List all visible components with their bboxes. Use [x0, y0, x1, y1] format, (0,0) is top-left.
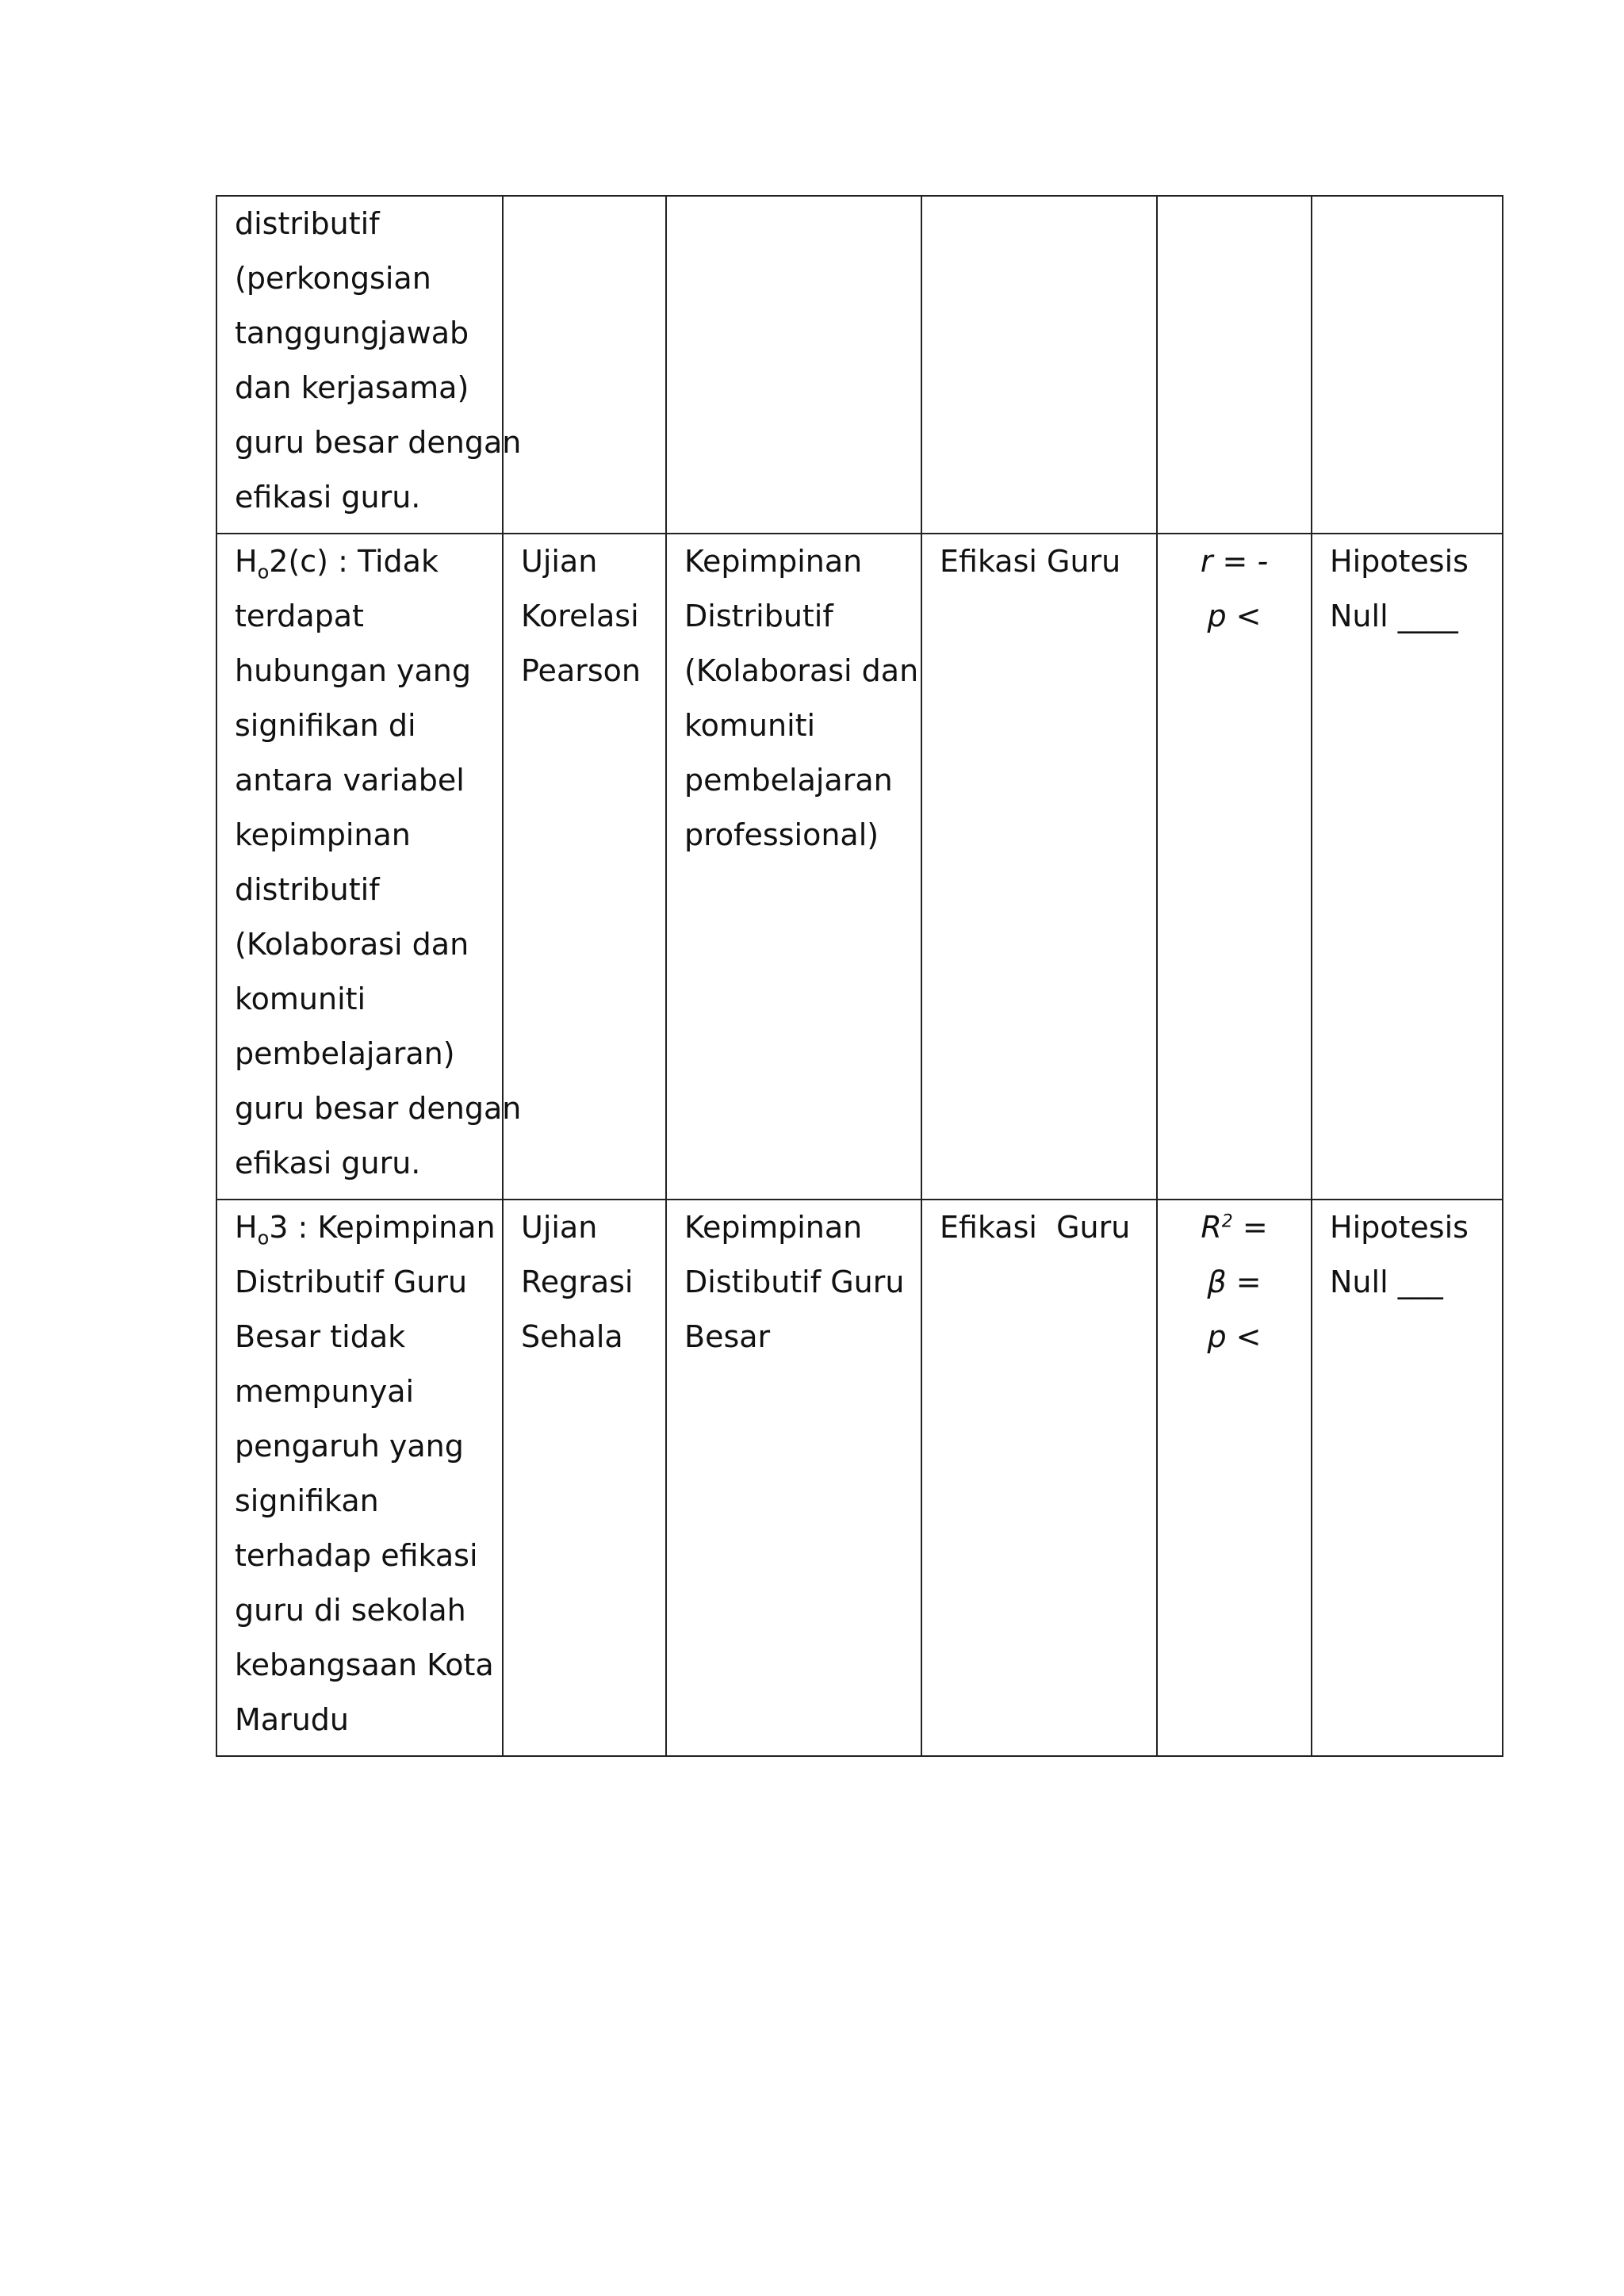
cell-line: Null ____ [1330, 599, 1458, 633]
cell-line: hubungan yang [235, 653, 472, 688]
table-row [216, 1200, 1503, 1756]
cell-line: Distributif [684, 599, 833, 633]
cell-line: Null ___ [1330, 1265, 1443, 1299]
cell-line: antara variabel [235, 763, 465, 798]
cell-line: p < [1207, 599, 1262, 633]
cell-line: komuniti [235, 982, 366, 1016]
cell-line: Efikasi Guru [940, 1210, 1131, 1245]
cell-line: Pearson [521, 653, 641, 688]
cell-line: signifikan [235, 1483, 379, 1518]
cell-line: tanggungjawab [235, 316, 469, 350]
cell-line: mempunyai [235, 1374, 415, 1409]
independent-variable-cell [666, 196, 921, 534]
cell-line: Regrasi [521, 1265, 634, 1299]
cell-line: Besar tidak [235, 1319, 406, 1354]
cell-line: dan kerjasama) [235, 370, 469, 405]
result-cell [1312, 1200, 1503, 1756]
cell-line: Korelasi [521, 599, 639, 633]
cell-line: kepimpinan [235, 817, 411, 852]
hypothesis-cell [216, 196, 522, 534]
cell-line: Kepimpinan [684, 544, 863, 579]
cell-line: professional) [684, 817, 879, 852]
cell-line: (perkongsian [235, 261, 431, 296]
cell-line: (Kolaborasi dan [235, 927, 469, 962]
cell-line: pengaruh yang [235, 1429, 464, 1464]
hypothesis-cell [216, 534, 522, 1200]
cell-line: Sehala [521, 1319, 623, 1354]
cell-line: Ujian [521, 1210, 598, 1245]
cell-line: pembelajaran) [235, 1036, 455, 1071]
cell-line: signifikan di [235, 708, 416, 743]
dependent-variable-cell [921, 1200, 1157, 1756]
dependent-variable-cell [921, 534, 1157, 1200]
result-cell [1312, 534, 1503, 1200]
table-row [216, 534, 1503, 1200]
test-cell [503, 1200, 666, 1756]
statistic-cell [1157, 534, 1312, 1200]
statistic-cell [1157, 1200, 1312, 1756]
cell-line: komuniti [684, 708, 816, 743]
result-cell [1312, 196, 1503, 534]
cell-line: pembelajaran [684, 763, 893, 798]
cell-line: Ujian [521, 544, 598, 579]
cell-line: terhadap efikasi [235, 1538, 478, 1573]
dependent-variable-cell [921, 196, 1157, 534]
independent-variable-cell [666, 534, 921, 1200]
table-row [216, 196, 1503, 534]
hypothesis-table [216, 195, 1503, 1757]
statistic-cell [1157, 196, 1312, 534]
cell-line: β = [1207, 1265, 1262, 1299]
cell-line: (Kolaborasi dan [684, 653, 919, 688]
test-cell [503, 196, 666, 534]
cell-line: Marudu [235, 1702, 349, 1737]
cell-line: $R^2$ = [1201, 1210, 1268, 1245]
cell-line: guru besar dengan [235, 1091, 522, 1126]
cell-line: r = - [1200, 544, 1269, 579]
test-cell [503, 534, 666, 1200]
cell-line: Hipotesis [1330, 544, 1469, 579]
cell-line: distributif [235, 872, 380, 907]
cell-line: p < [1207, 1319, 1262, 1354]
cell-line: guru di sekolah [235, 1593, 466, 1628]
cell-line: kebangsaan Kota [235, 1647, 494, 1682]
hypothesis-cell [216, 1200, 503, 1756]
cell-line: guru besar dengan [235, 425, 522, 460]
cell-line: Besar [684, 1319, 771, 1354]
cell-line: Efikasi Guru [940, 544, 1121, 579]
cell-line: efikasi guru. [235, 1146, 421, 1181]
cell-line: terdapat [235, 599, 364, 633]
independent-variable-cell [666, 1200, 921, 1756]
cell-line: Distibutif Guru [684, 1265, 905, 1299]
cell-line: Hipotesis [1330, 1210, 1469, 1245]
cell-line: $H_o2(c)$ : Tidak [235, 544, 439, 584]
cell-line: efikasi guru. [235, 480, 421, 515]
cell-line: distributif [235, 206, 380, 241]
cell-line: Distributif Guru [235, 1265, 468, 1299]
cell-line: Kepimpinan [684, 1210, 863, 1245]
cell-line: $H_o3$ : Kepimpinan [235, 1210, 496, 1249]
